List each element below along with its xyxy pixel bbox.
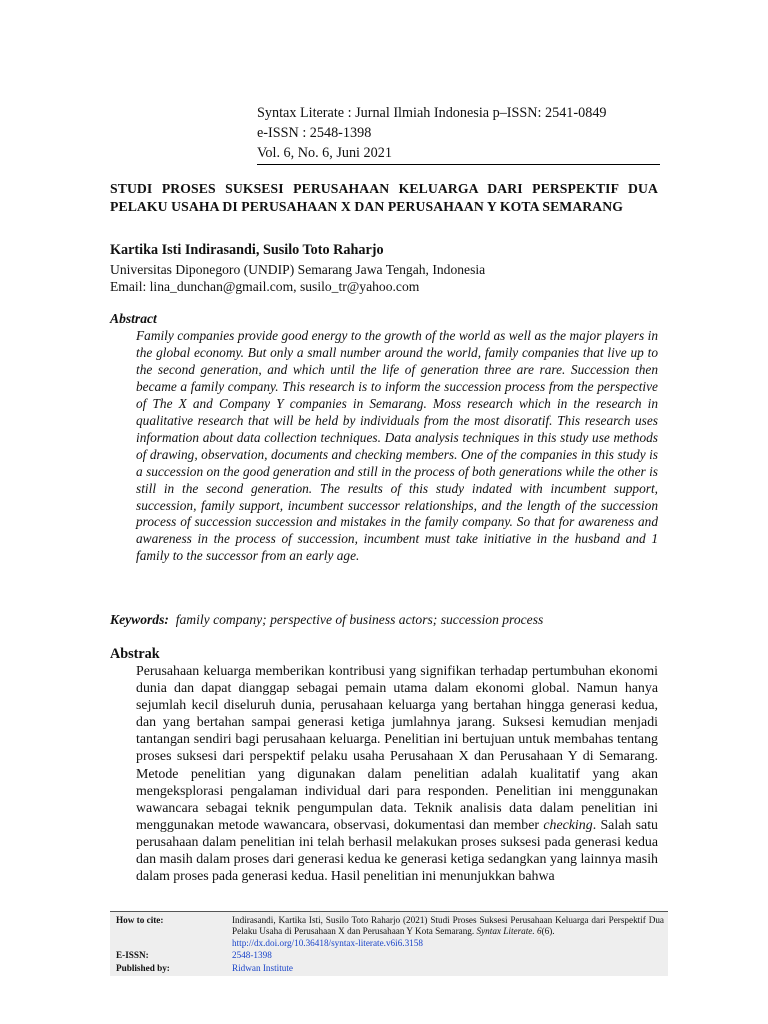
published-by-label: Published by: <box>116 963 170 973</box>
citation-footer <box>110 911 668 976</box>
abstract-heading: Abstract <box>110 311 157 326</box>
citation-issue: (6). <box>541 926 555 937</box>
abstrak-text <box>136 663 658 885</box>
email[interactable]: Email: lina_dunchan@gmail.com, susilo_tr@yahoo.com <box>110 279 420 294</box>
publisher-link[interactable]: Ridwan Institute <box>232 963 293 973</box>
eissn-line: e-ISSN : 2548-1398 <box>257 125 372 141</box>
abstract-text: Family companies provide good energy to the growth of the world as well as the major players in the global economy. But only a small number around the world, family companies that live up to the second generation, and which until the life of generation three are rare. Succession then became a family company. This research is to inform the succession process from the perspective of The X and Company Y companies in Semarang. Moss research which in the research in qualitative research that will be held by individuals from the most disoratif. This research uses information about data collection techniques. Data analysis techniques in this study use methods of drawing, observation, documents and checking members. One of the companies in this study is a succession on the good generation and still in the process of both generations while the other is still in the second generation. The results of this study indated with incumbent support, succession, family support, incumbent successor relationships, and the length of the succession process of succession succession and mistakes in the family company. So that for awareness and awareness in the process of succession, incumbent must take initiative in the husband and 1 family to the successor from an early age. <box>136 328 658 564</box>
eissn-value[interactable]: 2548-1398 <box>232 950 272 960</box>
abstrak-text-italic: checking <box>543 817 593 833</box>
journal-name-line: Syntax Literate : Jurnal Ilmiah Indonesia p–ISSN: 2541-0849 <box>257 105 607 121</box>
keywords-text: family company; perspective of business actors; succession process <box>175 612 544 627</box>
volume-line: Vol. 6, No. 6, Juni 2021 <box>257 145 392 161</box>
abstrak-text-part2: . Salah satu perusahaan dalam penelitian ini telah berhasil melakukan proses suksesi pada generasi kedua dan masih dalam proses dari generasi kedua ke generasi ketiga sedangkan yang lainnya masih dalam proses pada generasi kedua. Hasil penelitian ini menunjukkan bahwa <box>136 817 658 885</box>
authors: Kartika Isti Indirasandi, Susilo Toto Raharjo <box>110 242 384 258</box>
doi-link[interactable]: http://dx.doi.org/10.36418/syntax-literate.v6i6.3158 <box>232 937 423 948</box>
citation-text: Indirasandi, Kartika Isti, Susilo Toto Raharjo (2021) Studi Proses Suksesi Perusahaan Keluarga dari Perspektif Dua Pelaku Usaha di Perusahaan X dan Perusahaan Y Kota Semarang. <box>232 915 664 937</box>
citation <box>232 915 664 949</box>
journal-header <box>257 103 660 165</box>
how-to-cite-label: How to cite: <box>116 915 164 925</box>
abstrak-heading: Abstrak <box>110 646 160 662</box>
eissn-label: E-ISSN: <box>116 950 149 960</box>
affiliation: Universitas Diponegoro (UNDIP) Semarang Jawa Tengah, Indonesia <box>110 262 486 277</box>
keywords-label: Keywords: <box>110 612 169 627</box>
paper-title: STUDI PROSES SUKSESI PERUSAHAAN KELUARGA DARI PERSPEKTIF DUA PELAKU USAHA DI PERUSAHAAN X DAN PERUSAHAAN Y KOTA SEMARANG <box>110 181 658 214</box>
citation-journal: Syntax Literate. 6 <box>476 926 542 937</box>
abstrak-text-part1: Perusahaan keluarga memberikan kontribusi yang signifikan terhadap pertumbuhan ekonomi dunia dan dapat dianggap sebagai pemain utama dalam ekonomi global. Namun hanya sejumlah kecil diseluruh dunia, perusahaan keluarga yang bertahan hingga generasi kedua, dan yang bertahan sampai generasi ketiga jumlahnya jarang. Suksesi kemudian menjadi tantangan sendiri bagi perusahaan keluarga. Penelitian ini bertujuan untuk membahas tentang proses suksesi dari perspektif pelaku usaha Perusahaan X dan Perusahaan Y di Semarang. Metode penelitian yang digunakan dalam penelitian adalah kualitatif yang akan mengeksplorasi pengalaman individual dari para responden. Penelitian ini menggunakan wawancara sebagai teknik pengumpulan data. Teknik analisis data dalam penelitian ini menggunakan metode wawancara, observasi, dokumentasi dan member <box>136 664 658 833</box>
affiliation-block <box>110 261 485 295</box>
keywords <box>110 612 543 628</box>
